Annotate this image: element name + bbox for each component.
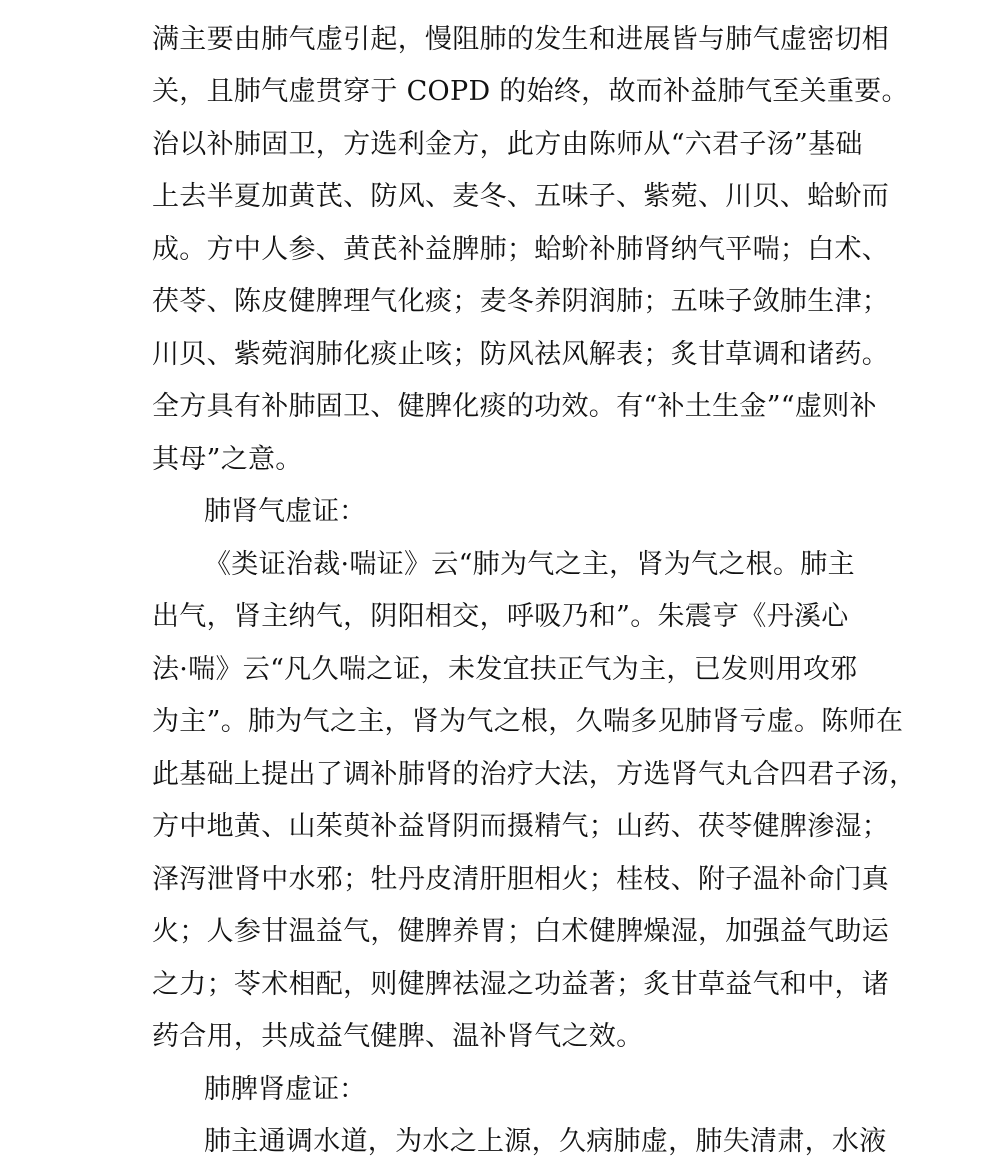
text-line: 上去半夏加黄芪、防风、麦冬、五味子、紫菀、川贝、蛤蚧而	[152, 181, 890, 212]
text-line: 出气，肾主纳气，阴阳相交，呼吸乃和”。朱震亨《丹溪心	[152, 601, 849, 632]
text-line: 全方具有补肺固卫、健脾化痰的功效。有“补土生金”“虚则补	[152, 391, 877, 422]
text-line: 茯苓、陈皮健脾理气化痰；麦冬养阴润肺；五味子敛肺生津；	[152, 286, 890, 317]
text-line: 成。方中人参、黄芪补益脾肺；蛤蚧补肺肾纳气平喘；白术、	[152, 234, 890, 265]
section-heading-lung-kidney: 肺肾气虚证：	[204, 496, 366, 527]
text-line: 泽泻泄肾中水邪；牡丹皮清肝胆相火；桂枝、附子温补命门真	[152, 864, 890, 895]
text-line: 火；人参甘温益气，健脾养胃；白术健脾燥湿，加强益气助运	[152, 916, 890, 947]
text-line: 其母”之意。	[152, 444, 303, 475]
text-line: 为主”。肺为气之主，肾为气之根，久喘多见肺肾亏虚。陈师在	[152, 706, 904, 737]
text-line: 治以补肺固卫，方选利金方，此方由陈师从“六君子汤”基础	[152, 129, 863, 160]
text-line: 之力；苓术相配，则健脾祛湿之功益著；炙甘草益气和中，诸	[152, 969, 890, 1000]
text-line: 《类证治裁·喘证》云“肺为气之主，肾为气之根。肺主	[204, 549, 855, 580]
text-line: 肺主通调水道，为水之上源，久病肺虚，肺失清肃，水液	[204, 1126, 887, 1157]
text-line: 方中地黄、山茱萸补益肾阴而摄精气；山药、茯苓健脾渗湿；	[152, 811, 890, 842]
text-line: 药合用，共成益气健脾、温补肾气之效。	[152, 1021, 644, 1052]
text-line: 川贝、紫菀润肺化痰止咳；防风祛风解表；炙甘草调和诸药。	[152, 339, 890, 370]
text-line: 此基础上提出了调补肺肾的治疗大法，方选肾气丸合四君子汤，	[152, 759, 917, 790]
section-heading-lung-spleen-kidney: 肺脾肾虚证：	[204, 1074, 366, 1105]
text-line: 关，且肺气虚贯穿于 COPD 的始终，故而补益肺气至关重要。	[152, 76, 909, 107]
text-line: 满主要由肺气虚引起，慢阻肺的发生和进展皆与肺气虚密切相	[152, 24, 890, 55]
text-line: 法·喘》云“凡久喘之证，未发宜扶正气为主，已发则用攻邪	[152, 654, 858, 685]
